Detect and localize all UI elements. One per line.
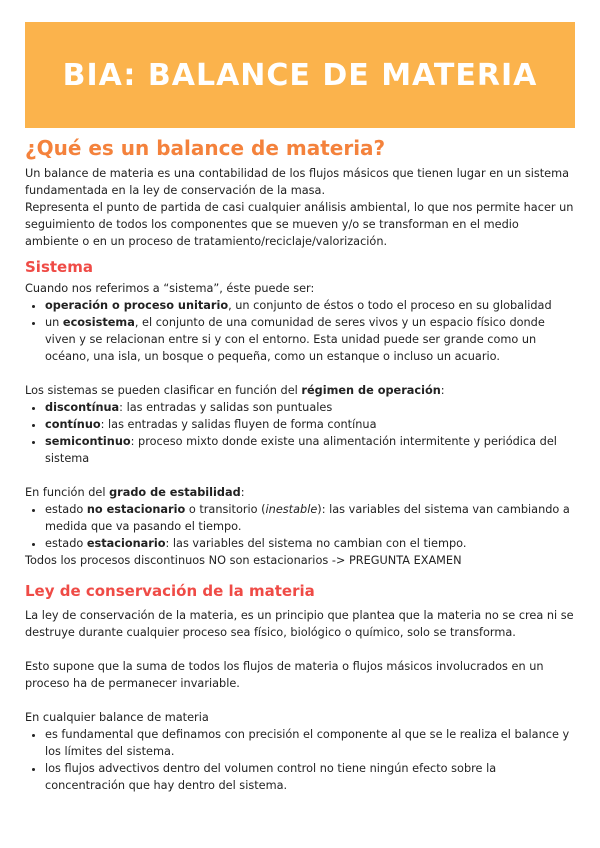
stability-list bbox=[25, 501, 575, 552]
system-type-list bbox=[25, 297, 575, 365]
list-item: • semicontinuo: proceso mixto donde existe una alimentación intermitente y periódica del sistema bbox=[45, 433, 575, 467]
list-item: • estado estacionario: las variables del sistema no cambian con el tiempo. bbox=[45, 535, 575, 552]
exam-note: Todos los procesos discontinuos NO son estacionarios -> PREGUNTA EXAMEN bbox=[25, 554, 462, 567]
section-heading-sistema: Sistema bbox=[25, 258, 93, 276]
paragraph: En función del grado de estabilidad: bbox=[25, 486, 245, 499]
list-item: • un ecosistema, el conjunto de una comunidad de seres vivos y un espacio físico donde viven y se relacionan entre si y con el entorno. Esta unidad puede ser grande como un océano, una isla, un bosque o pequeña, como un estanque o incluso un acuario. bbox=[45, 314, 575, 365]
paragraph: La ley de conservación de la materia, es un principio que plantea que la materia no se crea ni se destruye durante cualquier proceso sea físico, biológico o químico, solo se transforma. bbox=[25, 609, 574, 639]
list-item: • estado no estacionario o transitorio (inestable): las variables del sistema van cambiando a medida que va pasando el tiempo. bbox=[45, 501, 575, 535]
document-body bbox=[25, 135, 575, 794]
balance-list bbox=[25, 726, 575, 794]
paragraph: En cualquier balance de materia bbox=[25, 711, 209, 724]
list-item: • los flujos advectivos dentro del volumen control no tiene ningún efecto sobre la concentración que hay dentro del sistema. bbox=[45, 760, 575, 794]
title-banner bbox=[25, 22, 575, 128]
section-heading-conservation-law: Ley de conservación de la materia bbox=[25, 582, 315, 600]
paragraph: Representa el punto de partida de casi cualquier análisis ambiental, lo que nos permite hacer un seguimiento de todos los componentes que se mueven y/o se transforman en el medio ambiente o en un proceso de tratamiento/reciclaje/valorización. bbox=[25, 201, 574, 248]
list-item: • contínuo: las entradas y salidas fluyen de forma contínua bbox=[45, 416, 575, 433]
paragraph: Cuando nos referimos a “sistema”, éste puede ser: bbox=[25, 282, 315, 295]
operation-regime-list bbox=[25, 399, 575, 467]
paragraph: Esto supone que la suma de todos los flujos de materia o flujos másicos involucrados en un proceso ha de permanecer invariable. bbox=[25, 660, 544, 690]
list-item: • operación o proceso unitario, un conjunto de éstos o todo el proceso en su globalidad bbox=[45, 297, 575, 314]
list-item: • discontínua: las entradas y salidas son puntuales bbox=[45, 399, 575, 416]
section-heading-what-is: ¿Qué es un balance de materia? bbox=[25, 136, 386, 160]
page-title: BIA: BALANCE DE MATERIA bbox=[62, 57, 538, 93]
list-item: • es fundamental que definamos con precisión el componente al que se le realiza el balance y los límites del sistema. bbox=[45, 726, 575, 760]
paragraph: Un balance de materia es una contabilidad de los flujos másicos que tienen lugar en un sistema fundamentada en la ley de conservación de la masa. bbox=[25, 167, 570, 197]
paragraph: Los sistemas se pueden clasificar en función del régimen de operación: bbox=[25, 384, 445, 397]
